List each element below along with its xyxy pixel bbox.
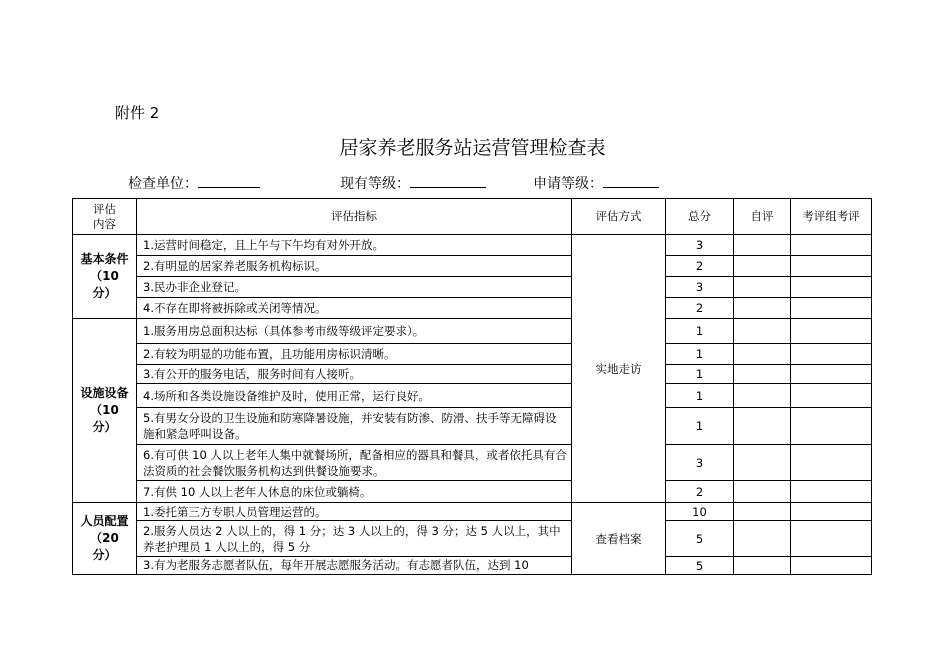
self-score-cell[interactable]	[734, 344, 791, 365]
indicator-cell: 3.有为老服务志愿者队伍，每年开展志愿服务活动。有志愿者队伍，达到 10	[137, 557, 572, 575]
table-row	[73, 319, 872, 344]
table-row	[73, 277, 872, 298]
header-self: 自评	[734, 199, 791, 235]
panel-score-cell[interactable]	[791, 445, 872, 481]
inspection-unit-label: 检查单位：	[128, 176, 198, 192]
table-row	[73, 298, 872, 319]
self-score-cell[interactable]	[734, 445, 791, 481]
indicator-cell: 1.运营时间稳定，且上午与下午均有对外开放。	[137, 235, 572, 256]
score-cell: 1	[666, 319, 734, 344]
table-row	[73, 481, 872, 503]
header-content: 评估内容	[73, 199, 137, 235]
header-method: 评估方式	[572, 199, 666, 235]
panel-score-cell[interactable]	[791, 256, 872, 277]
attachment-label: 附件 2	[115, 104, 160, 122]
score-cell: 3	[666, 235, 734, 256]
score-cell: 5	[666, 557, 734, 575]
indicator-cell: 5.有男女分设的卫生设施和防寒降暑设施，并安装有防渗、防滑、扶手等无障碍设施和紧急呼叫设备。	[137, 408, 572, 445]
self-score-cell[interactable]	[734, 256, 791, 277]
self-score-cell[interactable]	[734, 408, 791, 445]
table-row	[73, 365, 872, 384]
document-title: 居家养老服务站运营管理检查表	[339, 137, 606, 159]
table-row	[73, 256, 872, 277]
self-score-cell[interactable]	[734, 503, 791, 521]
indicator-cell: 2.有明显的居家养老服务机构标识。	[137, 256, 572, 277]
table-row	[73, 557, 872, 575]
indicator-cell: 2.有较为明显的功能布置，且功能用房标识清晰。	[137, 344, 572, 365]
panel-score-cell[interactable]	[791, 319, 872, 344]
panel-score-cell[interactable]	[791, 503, 872, 521]
score-cell: 1	[666, 365, 734, 384]
indicator-cell: 6.有可供 10 人以上老年人集中就餐场所，配备相应的器具和餐具，或者依托具有合法资质的社会餐饮服务机构达到供餐设施要求。	[137, 445, 572, 481]
panel-score-cell[interactable]	[791, 521, 872, 557]
score-cell: 1	[666, 384, 734, 408]
score-cell: 1	[666, 408, 734, 445]
self-score-cell[interactable]	[734, 365, 791, 384]
score-cell: 2	[666, 481, 734, 503]
table-row	[73, 384, 872, 408]
method-records: 查看档案	[572, 503, 666, 575]
score-cell: 10	[666, 503, 734, 521]
header-panel: 考评组考评	[791, 199, 872, 235]
table-row	[73, 445, 872, 481]
self-score-cell[interactable]	[734, 235, 791, 256]
score-cell: 2	[666, 256, 734, 277]
indicator-cell: 2.服务人员达 2 人以上的，得 1 分；达 3 人以上的，得 3 分；达 5 人以上，其中养老护理员 1 人以上的，得 5 分	[137, 521, 572, 557]
table-row	[73, 344, 872, 365]
current-grade-field	[340, 173, 486, 193]
panel-score-cell[interactable]	[791, 298, 872, 319]
score-cell: 2	[666, 298, 734, 319]
category-facilities: 设施设备 （10 分）	[73, 319, 137, 503]
header-indicator: 评估指标	[137, 199, 572, 235]
score-cell: 3	[666, 445, 734, 481]
self-score-cell[interactable]	[734, 277, 791, 298]
indicator-cell: 1.服务用房总面积达标（具体参考市级等级评定要求）。	[137, 319, 572, 344]
panel-score-cell[interactable]	[791, 344, 872, 365]
inspection-unit-blank	[198, 173, 260, 188]
current-grade-label: 现有等级：	[340, 176, 410, 192]
indicator-cell: 4.不存在即将被拆除或关闭等情况。	[137, 298, 572, 319]
panel-score-cell[interactable]	[791, 557, 872, 575]
score-cell: 3	[666, 277, 734, 298]
inspection-table	[72, 198, 872, 575]
self-score-cell[interactable]	[734, 319, 791, 344]
indicator-cell: 4.场所和各类设施设备维护及时，使用正常，运行良好。	[137, 384, 572, 408]
self-score-cell[interactable]	[734, 298, 791, 319]
current-grade-blank	[410, 173, 486, 188]
apply-grade-field	[533, 173, 659, 193]
self-score-cell[interactable]	[734, 557, 791, 575]
panel-score-cell[interactable]	[791, 481, 872, 503]
method-onsite: 实地走访	[572, 235, 666, 503]
table-row	[73, 521, 872, 557]
panel-score-cell[interactable]	[791, 235, 872, 256]
indicator-cell: 7.有供 10 人以上老年人休息的床位或躺椅。	[137, 481, 572, 503]
indicator-cell: 3.民办非企业登记。	[137, 277, 572, 298]
panel-score-cell[interactable]	[791, 384, 872, 408]
score-cell: 5	[666, 521, 734, 557]
inspection-unit-field	[128, 173, 260, 193]
panel-score-cell[interactable]	[791, 277, 872, 298]
indicator-cell: 1.委托第三方专职人员管理运营的。	[137, 503, 572, 521]
self-score-cell[interactable]	[734, 521, 791, 557]
category-basic: 基本条件 （10 分）	[73, 235, 137, 319]
table-row	[73, 408, 872, 445]
self-score-cell[interactable]	[734, 384, 791, 408]
table-header-row	[73, 199, 872, 235]
table-row	[73, 503, 872, 521]
table-row	[73, 235, 872, 256]
apply-grade-blank	[603, 173, 659, 188]
self-score-cell[interactable]	[734, 481, 791, 503]
header-total: 总分	[666, 199, 734, 235]
apply-grade-label: 申请等级：	[533, 176, 603, 192]
indicator-cell: 3.有公开的服务电话，服务时间有人接听。	[137, 365, 572, 384]
panel-score-cell[interactable]	[791, 408, 872, 445]
category-staffing: 人员配置 （20 分）	[73, 503, 137, 575]
score-cell: 1	[666, 344, 734, 365]
panel-score-cell[interactable]	[791, 365, 872, 384]
